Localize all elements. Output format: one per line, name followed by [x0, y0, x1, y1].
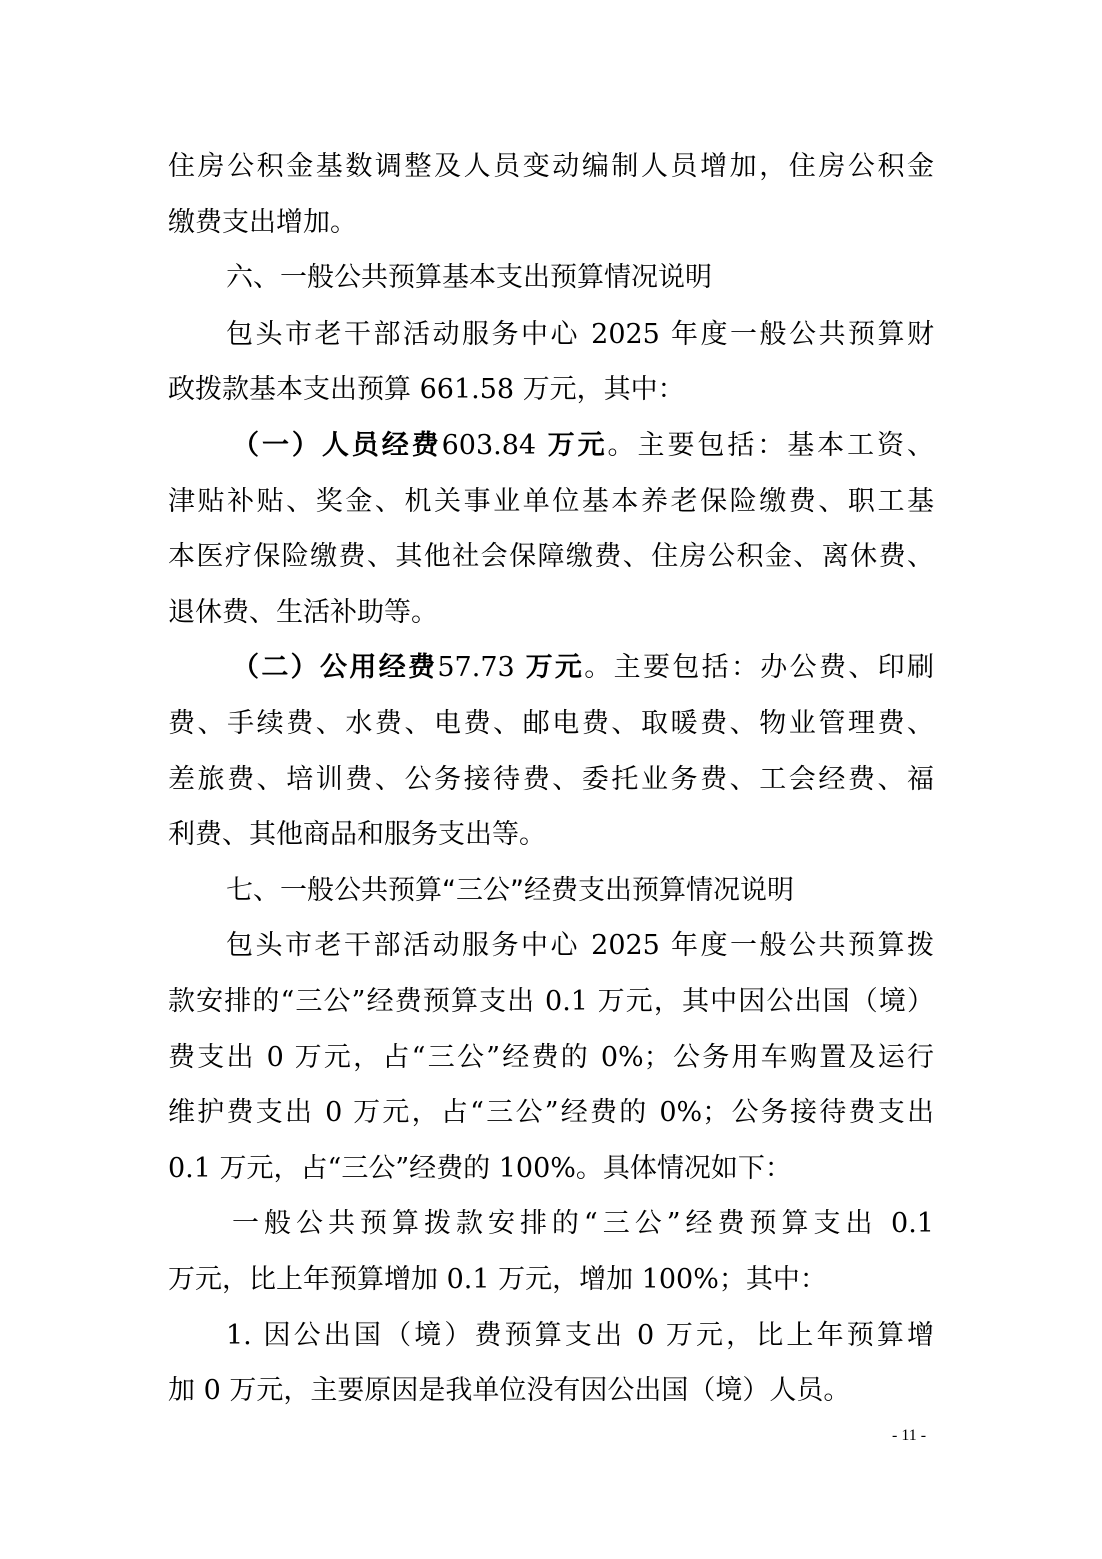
paragraph-line: 包头市老干部活动服务中心 2025 年度一般公共预算拨: [226, 930, 934, 961]
paragraph-text: 。主要包括：基本工资、: [607, 430, 935, 461]
paragraph-line: 差旅费、培训费、公务接待费、委托业务费、工会经费、福: [168, 764, 934, 795]
paragraph-line: 本医疗保险缴费、其他社会保障缴费、住房公积金、离休费、: [168, 541, 934, 572]
bold-unit: 万元: [525, 652, 585, 683]
paragraph-line: 0.1 万元，占“三公”经费的 100%。具体情况如下：: [168, 1153, 792, 1184]
paragraph-line: 费、手续费、水费、电费、邮电费、取暖费、物业管理费、: [168, 708, 934, 739]
paragraph-line: 政拨款基本支出预算 661.58 万元，其中：: [168, 374, 685, 405]
section-heading-7: 七、一般公共预算“三公”经费支出预算情况说明: [226, 875, 794, 906]
paragraph-line: 1. 因公出国（境）费预算支出 0 万元，比上年预算增: [226, 1320, 934, 1351]
paragraph-line: 利费、其他商品和服务支出等。: [168, 819, 546, 850]
amount: 57.73: [437, 652, 515, 683]
paragraph-line-with-bold-lead: [232, 648, 934, 688]
paragraph-line: 住房公积金基数调整及人员变动编制人员增加，住房公积金: [168, 151, 934, 182]
paragraph-line: 万元，比上年预算增加 0.1 万元，增加 100%；其中：: [168, 1264, 827, 1295]
paragraph-line: 款安排的“三公”经费预算支出 0.1 万元，其中因公出国（境）: [168, 986, 934, 1017]
paragraph-line: 津贴补贴、奖金、机关事业单位基本养老保险缴费、职工基: [168, 486, 934, 517]
bold-lead: （一）人员经费: [232, 430, 442, 461]
paragraph-line: 包头市老干部活动服务中心 2025 年度一般公共预算财: [226, 319, 934, 350]
paragraph-line: 加 0 万元，主要原因是我单位没有因公出国（境）人员。: [168, 1375, 851, 1406]
paragraph-line: 费支出 0 万元，占“三公”经费的 0%；公务用车购置及运行: [168, 1042, 934, 1073]
paragraph-line: 维护费支出 0 万元，占“三公”经费的 0%；公务接待费支出: [168, 1097, 934, 1128]
paragraph-text: 。主要包括：办公费、印刷: [584, 652, 935, 683]
bold-lead: （二）公用经费: [232, 652, 438, 683]
page-number: - 11 -: [892, 1427, 927, 1444]
amount: 603.84: [441, 430, 537, 461]
paragraph-line: 缴费支出增加。: [168, 207, 357, 238]
paragraph-line: 一般公共预算拨款安排的“三公”经费预算支出 0.1: [232, 1208, 934, 1239]
section-heading-6: 六、一般公共预算基本支出预算情况说明: [226, 262, 712, 293]
paragraph-line-with-bold-lead: [232, 426, 934, 466]
bold-unit: 万元: [547, 430, 608, 461]
paragraph-line: 退休费、生活补助等。: [168, 597, 438, 628]
